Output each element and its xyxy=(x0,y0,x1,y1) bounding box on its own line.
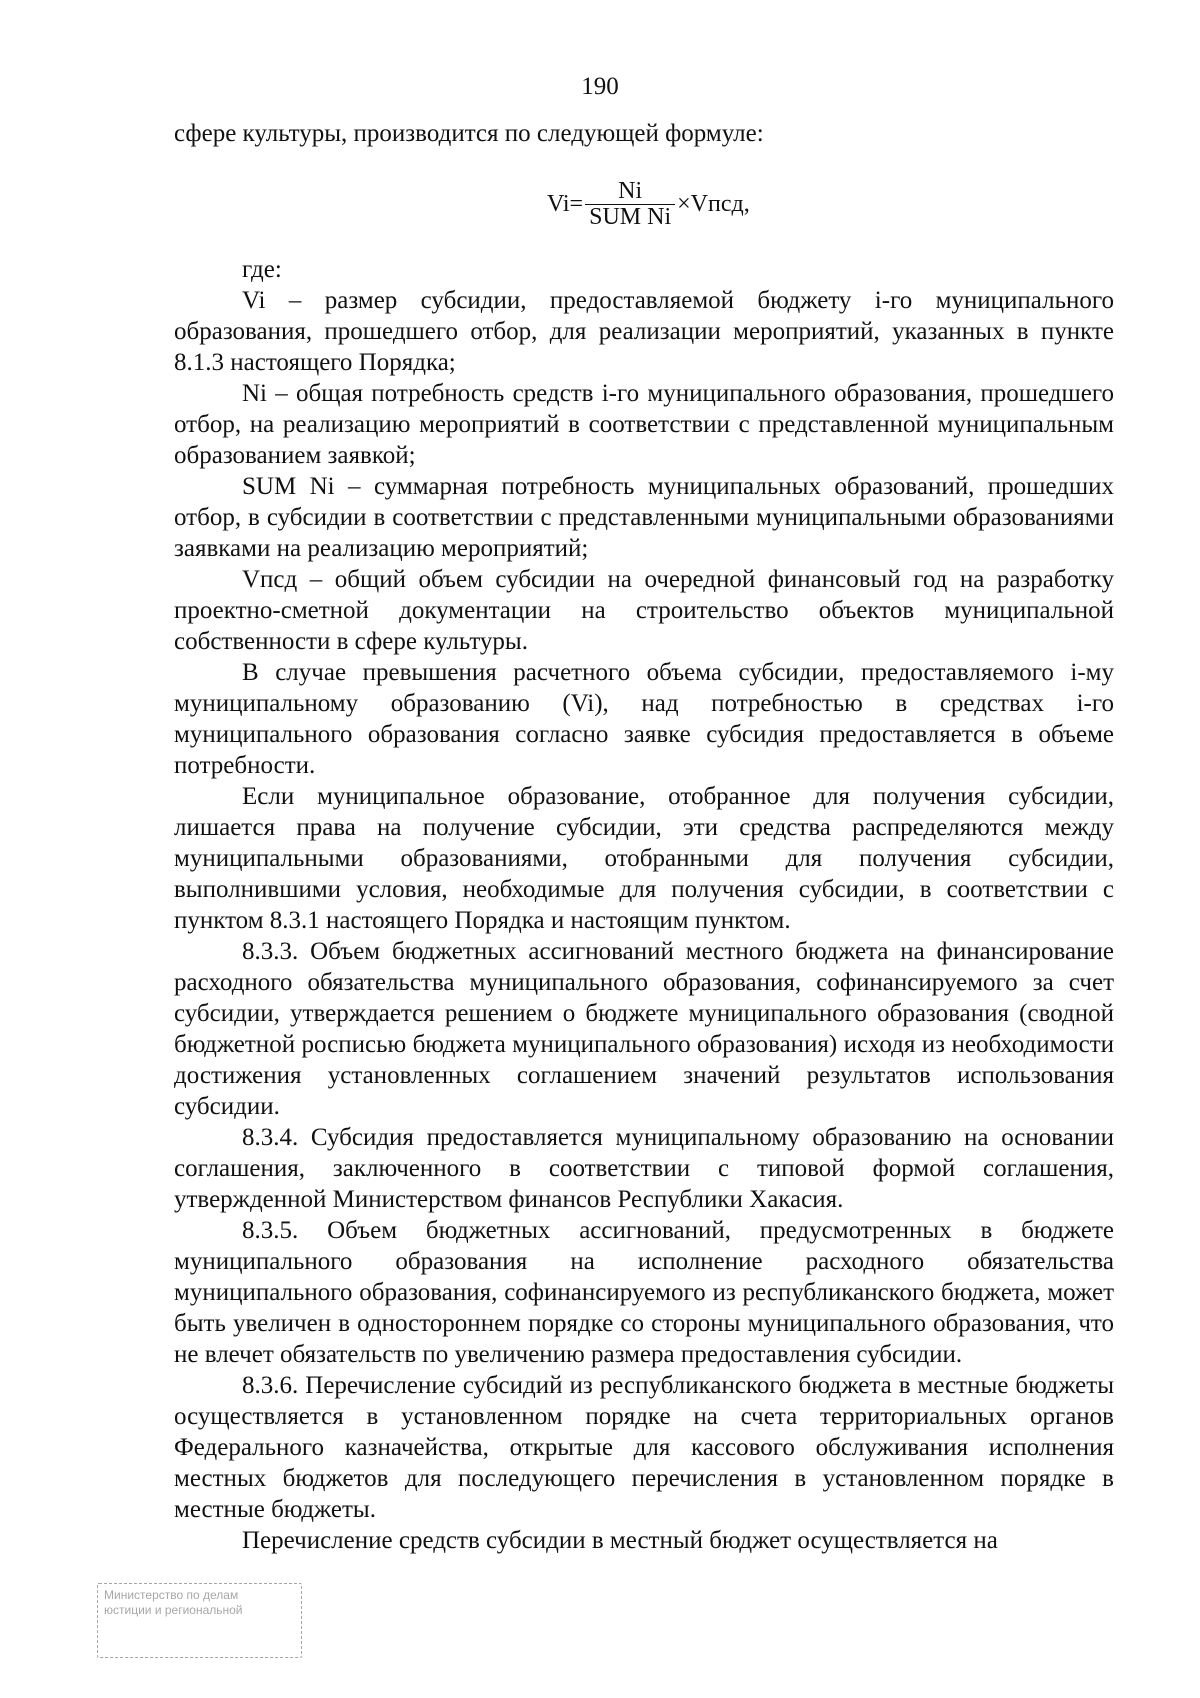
paragraph-8-3-4: 8.3.4. Субсидия предоставляется муниципальному образованию на основании соглашения, заключенного в соответствии с типовой формой соглашения, утвержденной Министерством финансов Республики Хакасия. xyxy=(174,1124,1114,1213)
paragraph-8-3-3: 8.3.3. Объем бюджетных ассигнований местного бюджета на финансирование расходного обязательства муниципального образования, софинансируемого за счет субсидии, утверждается решением о бюджете муниципального образования (сводной бюджетной росписью бюджета муниципального образования) исходя из необходимости достижения установленных соглашением значений результатов использования субсидии. xyxy=(174,938,1114,1120)
continuation-line: сфере культуры, производится по следующей формуле: xyxy=(174,120,764,147)
formula-lhs: Vi= xyxy=(547,191,584,217)
formula-denominator: SUM Ni xyxy=(589,204,672,230)
stamp-line-2: юстиции и региональной xyxy=(104,1603,243,1617)
formula-numerator: Ni xyxy=(618,178,643,204)
registration-stamp xyxy=(97,1583,302,1658)
formula-fraction xyxy=(585,179,675,230)
paragraph-excess-case: В случае превышения расчетного объема субсидии, предоставляемого i-му муниципальному образованию (Vi), над потребностью в средствах i-го муниципального образования согласно заявке субсидия предоставляется в объеме потребности. xyxy=(174,659,1114,779)
paragraph-sum-ni-definition: SUM Ni – суммарная потребность муниципальных образований, прошедших отбор, в субсидии в соответствии с представленными муниципальными образованиями заявками на реализацию мероприятий; xyxy=(174,473,1114,562)
formula xyxy=(174,149,1114,254)
paragraph-transfer-continued: Перечисление средств субсидии в местный бюджет осуществляется на xyxy=(242,1527,998,1554)
paragraph-ni-definition: Ni – общая потребность средств i-го муниципального образования, прошедшего отбор, на реализацию мероприятий в соответствии с представленной муниципальным образованием заявкой; xyxy=(174,380,1114,469)
page-number: 190 xyxy=(581,73,619,100)
document-body xyxy=(174,118,1114,1556)
paragraph-vpsd-definition: Vпсд – общий объем субсидии на очередной финансовый год на разработку проектно-сметной документации на строительство объектов муниципальной собственности в сфере культуры. xyxy=(174,566,1114,655)
paragraph-8-3-5: 8.3.5. Объем бюджетных ассигнований, предусмотренных в бюджете муниципального образования на исполнение расходного обязательства муниципального образования, софинансируемого из республиканского бюджета, может быть увеличен в одностороннем порядке со стороны муниципального образования, что не влечет обязательств по увеличению размера предоставления субсидии. xyxy=(174,1217,1114,1368)
stamp-line-1: Министерство по делам xyxy=(104,1588,239,1602)
paragraph-8-3-6: 8.3.6. Перечисление субсидий из республиканского бюджета в местные бюджеты осуществляется в установленном порядке на счета территориальных органов Федерального казначейства, открытые для кассового обслуживания исполнения местных бюджетов для последующего перечисления в установленном порядке в местные бюджеты. xyxy=(174,1372,1114,1523)
paragraph-vi-definition: Vi – размер субсидии, предоставляемой бюджету i-го муниципального образования, прошедшего отбор, для реализации мероприятий, указанных в пункте 8.1.3 настоящего Порядка; xyxy=(174,287,1114,376)
where-label: где: xyxy=(242,256,282,283)
paragraph-redistribution: Если муниципальное образование, отобранное для получения субсидии, лишается права на получение субсидии, эти средства распределяются между муниципальными образованиями, отобранными для получения субсидии, выполнившими условия, необходимые для получения субсидии, в соответствии с пунктом 8.3.1 настоящего Порядка и настоящим пунктом. xyxy=(174,783,1114,934)
formula-rhs: ×Vпсд, xyxy=(677,191,750,217)
formula-expression xyxy=(547,179,750,230)
